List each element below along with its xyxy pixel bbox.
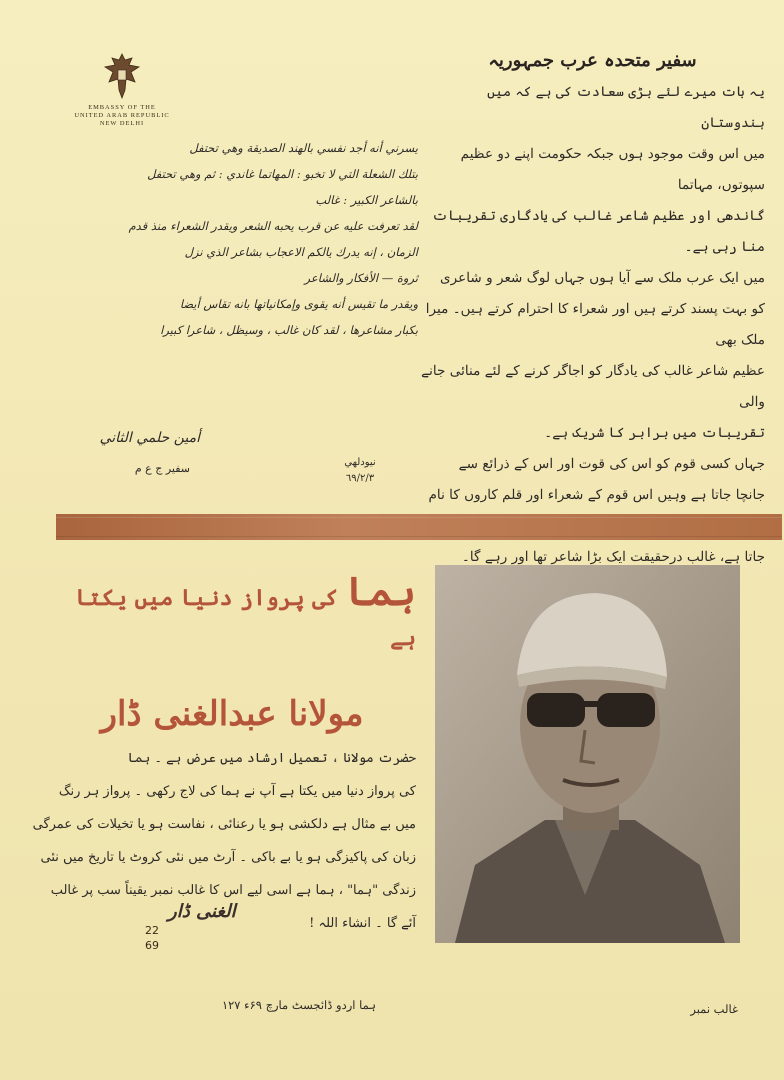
letter-line: ويقدر ما تقيس أنه يقوى وإمكانياتها بانه تقاس أيضا	[179, 297, 418, 311]
letter-date	[325, 455, 395, 487]
huma-tribute	[32, 568, 416, 940]
tribute-line: آئے گا ۔ انشاء اللہ !	[309, 916, 416, 931]
letter-line: لقد تعرفت عليه عن قرب يحبه الشعر ويقدر الشعراء منذ قدم	[128, 219, 418, 233]
statement-line: کو بہت پسند کرتے ہیں اور شعراء کا احترام کرتے ہیں۔ میرا ملک بھی	[425, 301, 765, 348]
eagle-emblem-icon	[99, 52, 145, 100]
letter-date-label: نيودلهي	[344, 457, 376, 468]
embassy-line: EMBASSY OF THE	[88, 104, 156, 111]
tribute-name: مولانا عبدالغنی ڈار	[100, 694, 364, 734]
statement-line: جہاں کسی قوم کو اس کی قوت اور اس کے ذرائع سے	[458, 456, 765, 472]
headline-rest: کی پرواز دنیا میں یکتا ہے	[75, 585, 416, 651]
tribute-line: حضرت مولانا ، تعمیل ارشاد میں عرض ہے ۔ ہما	[127, 751, 416, 766]
statement-line: میں ایک عرب ملک سے آیا ہوں جہاں لوگ شعر و شاعری	[440, 270, 765, 286]
statement-line: عظیم شاعر غالب کی یادگار کو اجاگر کرنے کے لئے منائی جانے والی	[421, 363, 765, 410]
headline-huma: ہما	[345, 568, 416, 615]
letter-line: يسرني أنه أجد نفسي بالهند الصديقة وهي تحتفل	[189, 141, 418, 155]
embassy-line: UNITED ARAB REPUBLIC	[74, 112, 170, 119]
statement-line: جانچا جاتا ہے وہیں اس قوم کے شعراء اور قلم کاروں کا نام	[428, 487, 765, 503]
letter-line: الزمان ، إنه يدرك يالكم الاعجاب بشاعر الذي نزل	[184, 245, 418, 259]
footer-page-info: ہما اردو ڈائجسٹ مارچ ۶۹ء ۱۲۷	[221, 998, 376, 1012]
letter-line: ثروة — الأفكار والشاعر	[304, 271, 418, 285]
tribute-sig-number	[145, 923, 159, 953]
statement-line: تقریبات میں برابر کا شریک ہے۔	[544, 425, 765, 441]
sig-year: 69	[145, 939, 159, 952]
letter-line: بالشاعر الكبير : غالب	[315, 193, 418, 207]
tribute-line: میں بے مثال ہے دلکشی ہو یا رعنائی ، نفاست ہو یا تخیلات کی عمرگی	[32, 817, 416, 832]
ambassador-statement	[420, 50, 765, 565]
statement-line: میں اس وقت موجود ہوں جبکہ حکومت اپنے دو عظیم سپوتوں، مہاتما	[460, 146, 765, 193]
letter-signature: أمين حلمي الثاني	[99, 430, 200, 446]
statement-line: یہ بات میرے لئے بڑی سعادت کی ہے کہ میں ہندوستان	[487, 84, 765, 131]
statement-line: گاندھی اور عظیم شاعر غالب کی یادگاری تقریبات منا رہی ہے۔	[432, 208, 765, 255]
letter-signer-title: سفير ج ع م	[134, 462, 190, 475]
letter-date-value: ٦٩/٢/٣	[345, 473, 375, 484]
tribute-line: کی پرواز دنیا میں یکتا ہے آپ نے ہما کی لاج رکھی ۔ پرواز ہر رنگ	[58, 784, 416, 799]
tribute-signature: الغنی ڈار	[168, 901, 236, 922]
handwritten-letter	[58, 135, 418, 505]
statement-line: جاتا ہے، غالب درحقیقت ایک بڑا شاعر تھا اور رہے گا۔	[461, 549, 765, 565]
divider-band	[56, 514, 782, 540]
sig-number: 22	[145, 924, 159, 937]
letter-line: بكبار مشاعرها ، لقد كان غالب ، وسيظل ، شاعرا كبيرا	[160, 323, 418, 337]
portrait-illustration	[435, 565, 740, 943]
tribute-line: زندگی "ہما" ، ہما ہے اسی لیے اس کا غالب نمبر یقیناً سب پر غالب	[50, 883, 416, 898]
embassy-line: NEW DELHI	[99, 120, 145, 127]
tribute-headline	[48, 568, 416, 658]
footer-section: غالب نمبر	[690, 1002, 738, 1016]
letter-line: بتلك الشعلة التي لا تخبو : المهاتما غاندي : ثم وهي تحتفل	[147, 167, 418, 181]
statement-title: سفیر متحدہ عرب جمہوریہ	[488, 50, 697, 71]
embassy-letterhead	[62, 52, 182, 128]
portrait-photo	[435, 565, 740, 943]
tribute-line: زبان کی پاکیزگی ہو یا بے باکی ۔ آرٹ میں نئی کروٹ یا تاریخ میں نئی	[40, 850, 416, 865]
